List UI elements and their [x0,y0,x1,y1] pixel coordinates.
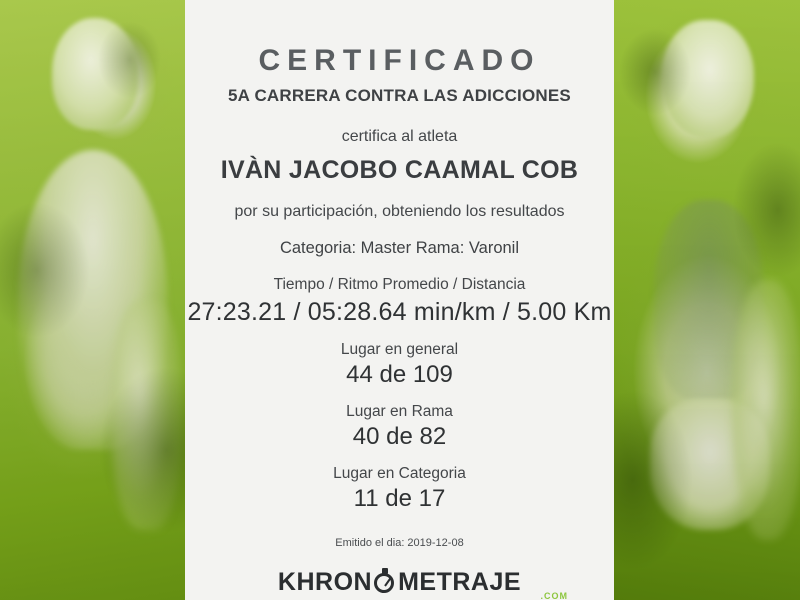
certifies-line: certifica al atleta [341,128,458,145]
khronometraje-logo [185,565,614,599]
runner-photo-left [0,0,185,600]
logo-domain-suffix: .COM [540,591,568,600]
metrics-label: Tiempo / Ritmo Promedio / Distancia [273,276,526,293]
metrics-value: 27:23.21 / 05:28.64 min/km / 5.00 Km [187,298,612,326]
result-label-rama: Lugar en Rama [346,403,453,420]
event-name: 5A CARRERA CONTRA LAS ADICCIONES [228,86,571,105]
result-label-categoria: Lugar en Categoria [333,465,466,482]
athlete-name: IVÀN JACOBO CAAMAL COB [220,156,579,184]
stopwatch-icon [373,570,397,594]
issued-date: Emitido el dia: 2019-12-08 [335,537,464,549]
category-line: Categoria: Master Rama: Varonil [279,239,520,257]
certificate-title: CERTIFICADO [258,44,541,77]
result-label-general: Lugar en general [340,341,459,358]
result-value-rama: 40 de 82 [352,423,447,450]
certificate-content [185,0,614,600]
runner-photo-right [614,0,800,600]
participation-line: por su participación, obteniendo los resultados [234,203,565,220]
result-value-general: 44 de 109 [346,361,453,388]
logo-text-part2: METRAJE [398,567,522,596]
photo-left-shading [0,0,185,600]
photo-right-shading [614,0,800,600]
logo-text-part1: KHRON [277,567,373,596]
result-value-categoria: 11 de 17 [353,485,446,512]
